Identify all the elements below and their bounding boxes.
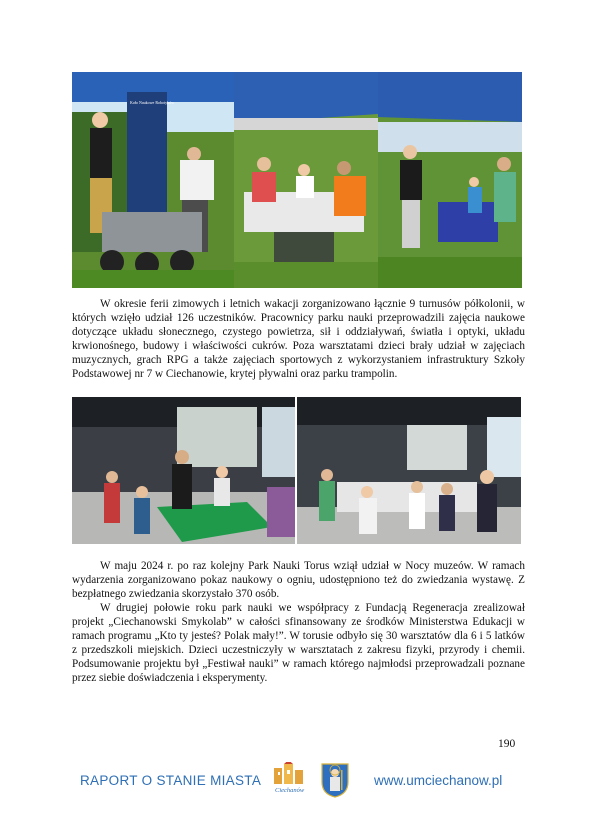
photo-indoor-experiments	[297, 397, 521, 544]
paragraph-museum-night	[72, 559, 525, 601]
paragraph-summer-camps	[72, 297, 525, 381]
banner-text: Koło Naukowe Robotyków	[130, 100, 174, 105]
city-logo-icon	[268, 762, 312, 794]
paragraph-text: W drugiej połowie roku park nauki we współpracy z Fundacją Regeneracja zrealizował projekt „Ciechanowski Smykolab” w całości sfinansowany ze środków Ministerstwa Edukacji w ramach programu „Kto ty jesteś? Polak mały!”. W torusie odbyło się 30 warsztatów dla 6 i 5 latków z przedszkoli miejskich. Dzieci uczestniczyły w warsztatach z zakresu fizyki, przyrody i chemii. Podsumowanie projektu był „Festiwał nauki” w ramach którego najmłodsi przeprowadzali poznane przez siebie doświadczenia i eksperymenty.	[72, 602, 525, 684]
paragraph-text: W okresie ferii zimowych i letnich wakacji zorganizowano łącznie 9 turnusów półkolonii, w których wzięło udział 126 uczestników. Pracownicy parku nauki przeprowadzili zajęcia naukowe dotyczące układu słonecznego, czystego powietrza, sił i oddziaływań, światła i optyki, układu krwionośnego, budowy i właściwości cukrów. Poza warsztatami dzieci brały udział w zajęciach muzycznych, grach RPG a także zajęciach sportowych z wykorzystaniem infrastruktury Szkoły Podstawowej nr 7 w Ciechanowie, krytej pływalni oraz parku trampolin.	[72, 298, 525, 380]
paragraph-text: W maju 2024 r. po raz kolejny Park Nauki Torus wziął udział w Nocy muzeów. W ramach wydarzenia zorganizowano pokaz naukowy o ogniu, udostępniono też do zwiedzania wystawę. Z bezpłatnego zwiedzania skorzystało 370 osób.	[72, 560, 525, 600]
photo-tent-workshop	[234, 72, 378, 288]
photo-blue-tent-booth	[378, 72, 522, 288]
photo-indoor-parachute-game	[72, 397, 295, 544]
footer-website-link[interactable]: www.umciechanow.pl	[374, 773, 503, 788]
page-number: 190	[498, 738, 516, 750]
city-crest-icon	[320, 762, 350, 798]
photo-robot-outdoor	[72, 72, 234, 288]
city-logo-text: Ciechanów	[275, 787, 305, 794]
paragraph-smykolab-project	[72, 601, 525, 685]
footer-report-title: RAPORT O STANIE MIASTA	[80, 773, 262, 788]
